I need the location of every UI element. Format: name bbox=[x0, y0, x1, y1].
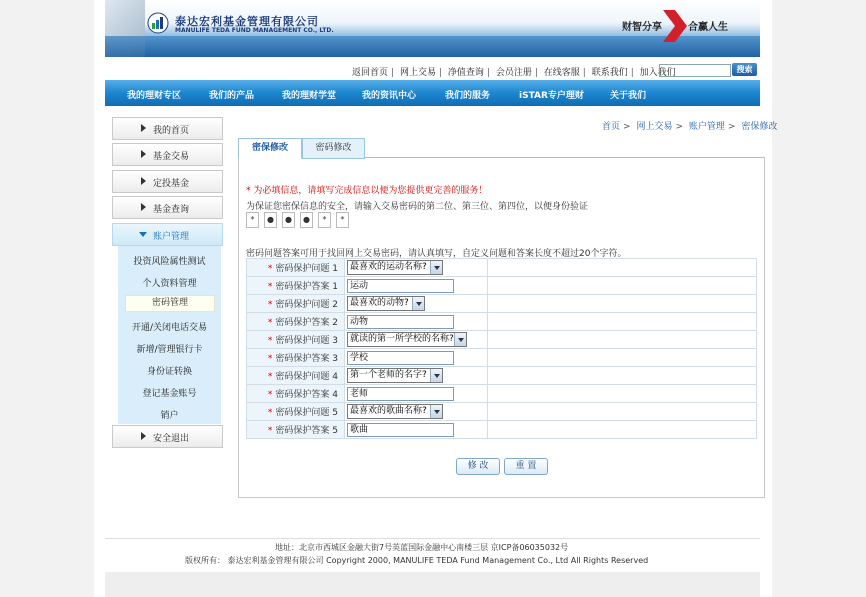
chevron-down-icon bbox=[412, 297, 424, 310]
answer-label: 密码保护答案 1 bbox=[275, 282, 338, 292]
security-qa-table bbox=[246, 258, 757, 439]
search-input[interactable] bbox=[659, 64, 731, 77]
question-select-1[interactable]: 最喜欢的运动名称? bbox=[347, 260, 443, 275]
submenu-close-account[interactable]: 销户 bbox=[160, 411, 179, 421]
nav-products[interactable]: 我们的产品 bbox=[209, 91, 255, 101]
chevron-down-icon bbox=[454, 333, 466, 346]
page-container bbox=[105, 0, 778, 597]
submenu-risk-test[interactable]: 投资风险属性测试 bbox=[133, 257, 206, 267]
password-digit-3[interactable]: ● bbox=[282, 212, 295, 228]
password-digit-6: * bbox=[336, 212, 349, 228]
page-margin-left bbox=[0, 0, 94, 597]
toplink-online-trade[interactable]: 网上交易 bbox=[399, 68, 436, 78]
footer-address: 地址：北京市西城区金融大街7号英蓝国际金融中心南楼三层 京ICP备06035032号 bbox=[275, 543, 569, 552]
table-row: * 密码保护答案 3 学校 bbox=[247, 349, 757, 367]
breadcrumb-home[interactable]: 首页 bbox=[602, 122, 621, 132]
footer-copyright: 版权所有： 泰达宏利基金管理有限公司 Copyright 2000, MANULIFE TEDA Fund Management Co., Ltd All Rights Reserved bbox=[185, 556, 649, 565]
table-row: * 密码保护答案 1 运动 bbox=[247, 277, 757, 295]
submenu-fund-account[interactable]: 登记基金账号 bbox=[142, 389, 197, 399]
verification-hint: 为保证您密保信息的安全，请输入交易密码的第二位、第三位、第四位，以便身份验证 bbox=[246, 202, 589, 212]
top-links: 返回首页 | 网上交易 | 净值查询 | 会员注册 | 在线客服 | 联系我们 | 加入我们 bbox=[352, 68, 676, 78]
answer-input-2[interactable]: 动物 bbox=[347, 315, 454, 329]
toplink-online-service[interactable]: 在线客服 bbox=[543, 68, 580, 78]
password-digit-4[interactable]: ● bbox=[300, 212, 313, 228]
chevron-down-icon bbox=[430, 405, 442, 418]
chevron-down-icon bbox=[430, 261, 442, 274]
breadcrumb-online-trade[interactable]: 网上交易 bbox=[636, 122, 673, 132]
account-submenu bbox=[118, 246, 221, 424]
answer-input-3[interactable]: 学校 bbox=[347, 351, 454, 365]
question-label: 密码保护问题 5 bbox=[275, 408, 338, 418]
slogan-arrow-icon bbox=[663, 10, 687, 42]
question-select-2[interactable]: 最喜欢的动物? bbox=[347, 296, 425, 311]
reset-button[interactable]: 重 置 bbox=[504, 458, 548, 475]
submit-button[interactable]: 修 改 bbox=[456, 458, 500, 475]
sidebar-item-logout[interactable] bbox=[112, 425, 223, 448]
toplink-home[interactable]: 返回首页 bbox=[352, 68, 389, 78]
breadcrumb-current: 密保修改 bbox=[741, 122, 778, 132]
tab-password-change[interactable]: 密码修改 bbox=[302, 138, 365, 159]
password-digit-5: * bbox=[318, 212, 331, 228]
sea-wave-decoration bbox=[105, 36, 760, 57]
submenu-phone-trade[interactable]: 开通/关闭电话交易 bbox=[131, 323, 208, 333]
sidebar-item-label: 我的首页 bbox=[153, 126, 190, 136]
company-logo-icon bbox=[147, 12, 169, 34]
sidebar-item-fund-trade[interactable] bbox=[112, 143, 223, 166]
nav-info-center[interactable]: 我的资讯中心 bbox=[362, 91, 417, 101]
sidebar-item-label: 安全退出 bbox=[153, 434, 190, 444]
password-digit-2[interactable]: ● bbox=[264, 212, 277, 228]
sidebar-item-home[interactable] bbox=[112, 117, 223, 140]
question-label: 密码保护问题 2 bbox=[275, 300, 338, 310]
answer-label: 密码保护答案 4 bbox=[275, 390, 338, 400]
toplink-nav-query[interactable]: 净值查询 bbox=[447, 68, 484, 78]
arrow-right-icon bbox=[141, 124, 146, 132]
chevron-down-icon bbox=[430, 369, 442, 382]
tab-security-question[interactable]: 密保修改 bbox=[238, 138, 302, 159]
slogan-left: 财智分享 bbox=[622, 22, 662, 33]
answer-input-4[interactable]: 老师 bbox=[347, 387, 454, 401]
sidebar-item-label: 基金查询 bbox=[153, 205, 190, 215]
password-digit-1: * bbox=[246, 212, 259, 228]
qa-description: 密码问题答案可用于找回网上交易密码，请认真填写，自定义问题和答案长度不超过20个字符。 bbox=[246, 249, 627, 259]
table-row: * 密码保护问题 1 最喜欢的运动名称? bbox=[247, 259, 757, 277]
toplink-contact[interactable]: 联系我们 bbox=[591, 68, 628, 78]
table-row: * 密码保护问题 3 就读的第一所学校的名称? bbox=[247, 331, 757, 349]
answer-input-1[interactable]: 运动 bbox=[347, 279, 454, 293]
arrow-right-icon bbox=[141, 203, 146, 211]
answer-label: 密码保护答案 2 bbox=[275, 318, 338, 328]
sidebar-item-fund-query[interactable] bbox=[112, 196, 223, 219]
breadcrumb: 首页 > 网上交易 > 账户管理 > 密保修改 bbox=[602, 122, 778, 132]
table-row: * 密码保护答案 4 老师 bbox=[247, 385, 757, 403]
question-select-4[interactable]: 第一个老师的名字? bbox=[347, 368, 443, 383]
question-label: 密码保护问题 1 bbox=[275, 264, 338, 274]
table-row: * 密码保护问题 2 最喜欢的动物? bbox=[247, 295, 757, 313]
table-row: * 密码保护问题 4 第一个老师的名字? bbox=[247, 367, 757, 385]
sidebar-item-account[interactable] bbox=[112, 223, 223, 246]
arrow-right-icon bbox=[141, 432, 146, 440]
sidebar-item-label: 定投基金 bbox=[153, 179, 190, 189]
footer-band bbox=[105, 572, 760, 597]
question-label: 密码保护问题 3 bbox=[275, 336, 338, 346]
page-margin-right bbox=[772, 0, 866, 597]
question-select-3[interactable]: 就读的第一所学校的名称? bbox=[347, 332, 467, 347]
submenu-id-convert[interactable]: 身份证转换 bbox=[146, 367, 192, 377]
company-name-cn: 泰达宏利基金管理有限公司 bbox=[175, 15, 319, 28]
footer-divider bbox=[105, 538, 760, 539]
table-row: * 密码保护答案 5 歌曲 bbox=[247, 421, 757, 439]
table-row: * 密码保护答案 2 动物 bbox=[247, 313, 757, 331]
answer-input-5[interactable]: 歌曲 bbox=[347, 423, 454, 437]
sidebar-item-label: 账户管理 bbox=[153, 232, 190, 242]
nav-istar[interactable]: iSTAR专户理财 bbox=[519, 91, 584, 101]
breadcrumb-account[interactable]: 账户管理 bbox=[688, 122, 725, 132]
answer-label: 密码保护答案 5 bbox=[275, 426, 338, 436]
question-select-5[interactable]: 最喜欢的歌曲名称? bbox=[347, 404, 443, 419]
nav-finance-school[interactable]: 我的理财学堂 bbox=[282, 91, 337, 101]
nav-about[interactable]: 关于我们 bbox=[610, 91, 647, 101]
company-name-en: MANULIFE TEDA FUND MANAGEMENT CO., LTD. bbox=[175, 27, 334, 34]
arrow-right-icon bbox=[141, 150, 146, 158]
question-label: 密码保护问题 4 bbox=[275, 372, 338, 382]
submenu-bank-card[interactable]: 新增/管理银行卡 bbox=[136, 345, 203, 355]
submenu-profile[interactable]: 个人资料管理 bbox=[142, 279, 197, 289]
toplink-join[interactable]: 加入我们 bbox=[639, 68, 676, 78]
search-button[interactable]: 搜索 bbox=[732, 63, 757, 76]
nav-my-finance[interactable]: 我的理财专区 bbox=[127, 91, 182, 101]
sidebar-item-auto-invest[interactable] bbox=[112, 170, 223, 193]
nav-services[interactable]: 我们的服务 bbox=[445, 91, 491, 101]
submenu-password-current[interactable]: 密码管理 bbox=[125, 295, 215, 312]
arrow-right-icon bbox=[141, 177, 146, 185]
required-notice: * 为必填信息，请填写完成信息以便为您提供更完善的服务！ bbox=[246, 186, 488, 196]
arrow-down-icon bbox=[139, 232, 147, 237]
header-banner bbox=[105, 0, 760, 57]
table-row: * 密码保护问题 5 最喜欢的歌曲名称? bbox=[247, 403, 757, 421]
toplink-register[interactable]: 会员注册 bbox=[495, 68, 532, 78]
main-nav bbox=[105, 80, 760, 106]
sidebar-item-label: 基金交易 bbox=[153, 152, 190, 162]
slogan-right: 合赢人生 bbox=[688, 22, 728, 33]
answer-label: 密码保护答案 3 bbox=[275, 354, 338, 364]
